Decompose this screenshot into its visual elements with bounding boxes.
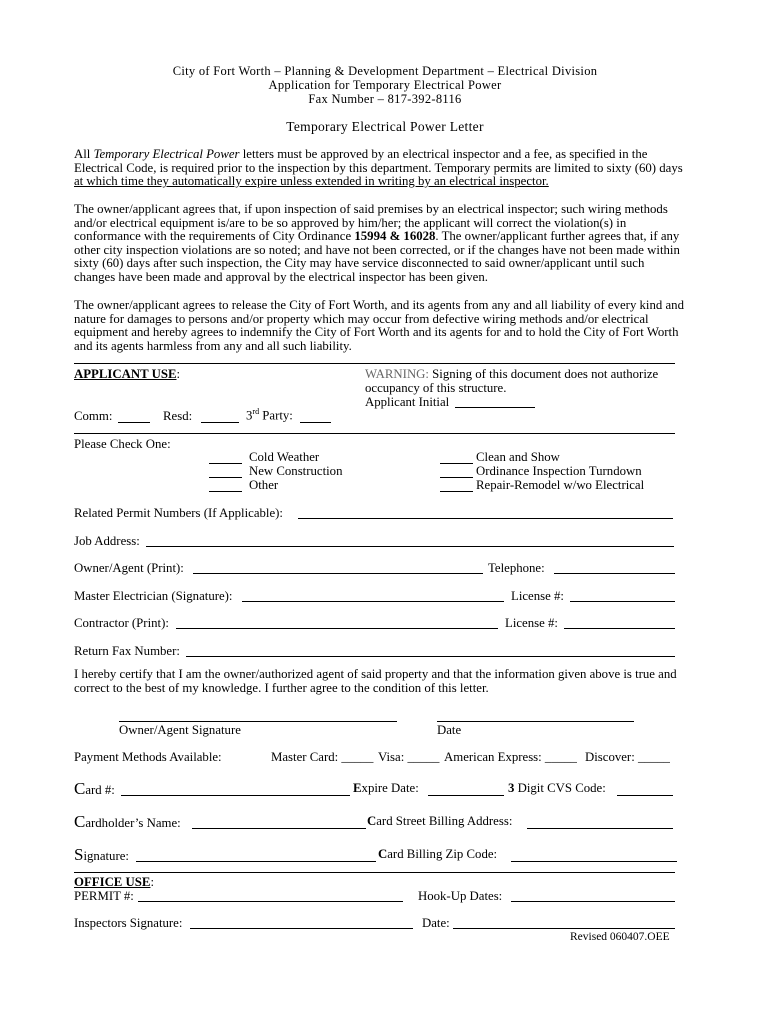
- office-date-field[interactable]: [453, 928, 675, 929]
- telephone-field[interactable]: [554, 573, 675, 574]
- related-permits-field[interactable]: [298, 518, 673, 519]
- paragraph-agreement: The owner/applicant agrees that, if upon inspection of said premises by an electrical inspector; such wiring methods and/or electrical equipment is/are to be so approved by him/her; the applicant will correct the violation(s) in conformance with the requirements of City Ordinance 15994 & 16028. The owner/applicant further agrees that, if any other city inspection violations are so noted; and have not been corrected, or if the changes have not been made within sixty (60) days after such inspection, the City may have service disconnected to said owner/applicant until such changes have been made and approval by the electrical inspector has been given.: [74, 202, 680, 284]
- payment-amex[interactable]: American Express: _____: [444, 750, 577, 764]
- checkbox-line-cold-weather[interactable]: [209, 463, 242, 464]
- payment-discover[interactable]: Discover: _____: [585, 750, 670, 764]
- owner-signature-label: Owner/Agent Signature: [119, 723, 241, 737]
- checkbox-line-new-construction[interactable]: [209, 477, 242, 478]
- card-number-field[interactable]: [121, 795, 350, 796]
- cvs-code-field[interactable]: [617, 795, 673, 796]
- third-party-label: 3rd Party:: [246, 407, 293, 423]
- paragraph-approval: All Temporary Electrical Power letters must be approved by an electrical inspector and a fee, as specified in the Electrical Code, is required prior to the inspection by this department. Temporary permits are limited to sixty (60) days at which time they automatically expire unless extended in writing by an electrical inspector.: [74, 147, 683, 189]
- payment-visa[interactable]: Visa: _____: [378, 750, 440, 764]
- card-zip-field[interactable]: [511, 861, 677, 862]
- owner-signature-line[interactable]: [119, 721, 397, 722]
- option-cold-weather: Cold Weather: [249, 450, 320, 464]
- return-fax-label: Return Fax Number:: [74, 644, 180, 658]
- related-permits-label: Related Permit Numbers (If Applicable):: [74, 506, 283, 520]
- cardholder-name-label: Cardholder’s Name:: [74, 812, 181, 831]
- comm-field[interactable]: [118, 422, 150, 423]
- divider: [74, 872, 675, 873]
- card-zip-label: Card Billing Zip Code:: [378, 847, 498, 861]
- divider: [74, 363, 675, 364]
- permit-number-label: PERMIT #:: [74, 889, 134, 903]
- expire-date-label: Expire Date:: [353, 781, 419, 795]
- owner-agent-field[interactable]: [193, 573, 483, 574]
- master-electrician-label: Master Electrician (Signature):: [74, 589, 233, 603]
- check-one-label: Please Check One:: [74, 437, 171, 451]
- master-electrician-field[interactable]: [242, 601, 504, 602]
- payment-master-card[interactable]: Master Card: _____: [271, 750, 374, 764]
- inspector-signature-label: Inspectors Signature:: [74, 916, 183, 930]
- divider: [74, 433, 675, 434]
- checkbox-line-other[interactable]: [209, 491, 242, 492]
- cardholder-name-field[interactable]: [192, 828, 366, 829]
- warning-line2: occupancy of this structure.: [365, 381, 507, 395]
- expire-date-field[interactable]: [428, 795, 504, 796]
- card-street-field[interactable]: [527, 828, 673, 829]
- letter-title: Temporary Electrical Power Letter: [286, 119, 484, 134]
- header-application: Application for Temporary Electrical Power: [268, 78, 502, 92]
- license-label-1: License #:: [511, 589, 564, 603]
- resd-label: Resd:: [163, 409, 193, 423]
- signature-date-label: Date: [437, 723, 462, 737]
- telephone-label: Telephone:: [488, 561, 545, 575]
- hookup-dates-field[interactable]: [511, 901, 675, 902]
- checkbox-line-ordinance[interactable]: [440, 477, 473, 478]
- permit-number-field[interactable]: [138, 901, 403, 902]
- applicant-initial-field[interactable]: [455, 407, 535, 408]
- checkbox-line-repair[interactable]: [440, 491, 473, 492]
- payment-methods-label: Payment Methods Available:: [74, 750, 222, 764]
- third-party-field[interactable]: [300, 422, 331, 423]
- office-use-label: OFFICE USE:: [74, 875, 155, 889]
- option-ordinance-turndown: Ordinance Inspection Turndown: [476, 464, 642, 478]
- cvs-code-label: 3 Digit CVS Code:: [508, 781, 606, 795]
- contractor-label: Contractor (Print):: [74, 616, 169, 630]
- resd-field[interactable]: [201, 422, 239, 423]
- card-signature-label: Signature:: [74, 845, 129, 864]
- header-fax: Fax Number – 817-392-8116: [308, 92, 462, 106]
- license-field-2[interactable]: [564, 628, 675, 629]
- job-address-field[interactable]: [146, 546, 674, 547]
- card-signature-field[interactable]: [136, 861, 376, 862]
- revision-note: Revised 060407.OEE: [570, 931, 670, 943]
- header-department: City of Fort Worth – Planning & Development Department – Electrical Division: [172, 64, 598, 78]
- return-fax-field[interactable]: [186, 656, 675, 657]
- card-number-label: Card #:: [74, 779, 115, 798]
- inspector-signature-field[interactable]: [190, 928, 413, 929]
- card-street-label: Card Street Billing Address:: [367, 814, 513, 828]
- option-clean-show: Clean and Show: [476, 450, 560, 464]
- comm-label: Comm:: [74, 409, 113, 423]
- option-repair-remodel: Repair-Remodel w/wo Electrical: [476, 478, 645, 492]
- warning-line1: WARNING: Signing of this document does not authorize: [365, 367, 659, 381]
- owner-agent-label: Owner/Agent (Print):: [74, 561, 184, 575]
- hookup-dates-label: Hook-Up Dates:: [418, 889, 503, 903]
- certification-text: I hereby certify that I am the owner/authorized agent of said property and that the information given above is true and correct to the best of my knowledge. I further agree to the condition of this letter.: [74, 667, 677, 695]
- paragraph-release: The owner/applicant agrees to release the City of Fort Worth, and its agents from any and all liability of every kind and nature for damages to persons and/or property which may occur from defective wiring methods and/or electrical equipment and hereby agrees to indemnify the City of Fort Worth and its agents for and to hold the City of Fort Worth and its agents harmless from any and all such liability.: [74, 298, 684, 353]
- checkbox-line-clean-show[interactable]: [440, 463, 473, 464]
- license-label-2: License #:: [505, 616, 558, 630]
- office-date-label: Date:: [422, 916, 450, 930]
- applicant-use-label: APPLICANT USE:: [74, 367, 181, 381]
- contractor-field[interactable]: [176, 628, 498, 629]
- signature-date-line[interactable]: [437, 721, 634, 722]
- option-other: Other: [249, 478, 279, 492]
- option-new-construction: New Construction: [249, 464, 343, 478]
- applicant-initial-label: Applicant Initial: [365, 395, 450, 409]
- license-field-1[interactable]: [570, 601, 675, 602]
- job-address-label: Job Address:: [74, 534, 140, 548]
